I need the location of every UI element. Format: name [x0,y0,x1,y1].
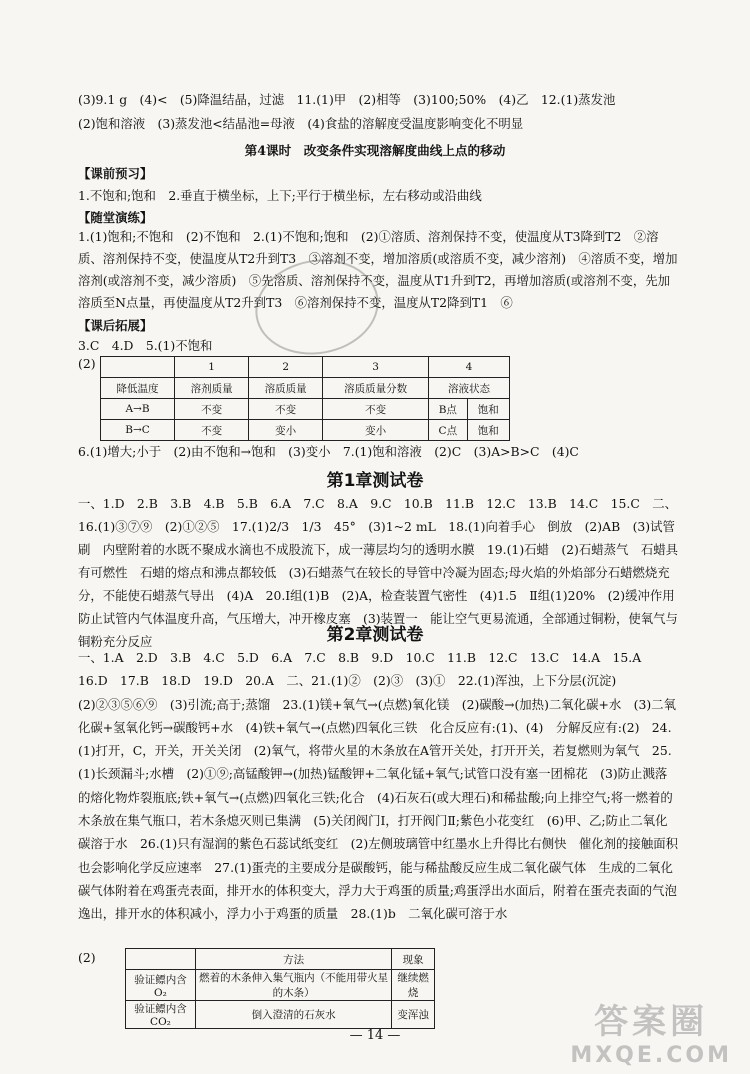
table-solubility [100,356,510,441]
table-cell: 2 [249,357,323,378]
extension-answers-2: 6.(1)增大;小于 (2)由不饱和→饱和 (3)变小 7.(1)饱和溶液 (2)C (3)A>B>C (4)C [78,444,579,459]
table-verification [125,948,435,1029]
table-cell: 燃着的木条伸入集气瓶内（不能用带火星的木条） [195,970,391,1001]
table-cell: 变浑浊 [392,1001,435,1029]
chapter1-answers: 一、1.D 2.B 3.B 4.B 5.B 6.A 7.C 8.A 9.C 10.B 11.B 12.C 13.B 14.C 15.C 二、16.(1)③⑦⑨ (2)①②⑤ 17.(1)2/3 1/3 45° (3)1~2 mL 18.(1)向着手心 倒放 (2)AB (3)试管刷 内壁附着的水既不聚成水滴也不成股流下，成一薄层均匀的透明水膜 19.(1)石蜡 (2)石蜡蒸气 石蜡具有可燃性 石蜡的熔点和沸点都较低 (3)石蜡蒸气在较长的导管中冷凝为固态;母火焰的外焰部分石蜡燃烧充分，不能使石蜡蒸气导出 (4)A 20.I组(1)B (2)A，检查装置气密性 (4)1.5 Ⅱ组(1)20% (2)缓冲作用 防止试管内气体温度升高，气压增大，冲开橡皮塞 (3)装置一 能让空气更易流通，全部通过铜粉，使氧气与铜粉充分反应 [78,496,688,649]
table-cell: 方法 [195,949,391,970]
answer-line-1: (3)9.1 g (4)< (5)降温结晶，过滤 11.(1)甲 (2)相等 (3)100;50% (4)乙 12.(1)蒸发池 [78,92,616,107]
table-row [101,378,510,399]
page-number: — 14 — [349,1028,401,1043]
table-row [126,1001,435,1029]
table-row [126,970,435,1001]
table-cell: 不变 [249,399,323,420]
table-cell: 饱和 [467,420,509,441]
table-cell: 继续燃烧 [392,970,435,1001]
section-drill-label: 【随堂演练】 [78,210,153,225]
drill-answers: 1.(1)饱和;不饱和 (2)不饱和 2.(1)不饱和;饱和 (2)①溶质、溶剂保持不变，使温度从T3降到T2 ②溶质、溶剂保持不变，使温度从T2升到T3 ③溶剂不变，增加溶质(或溶质不变，减少溶剂) ④溶质不变，增加溶剂(或溶剂不变，减少溶质) ⑤先溶质、溶剂保持不变，温度从T1升到T2，再增加溶质(或溶剂不变，先加溶质至N点量，再使温度从T2升到T3 ⑥溶剂保持不变，温度从T2降到T1 ⑥ [78,229,678,310]
table-cell: 不变 [175,420,249,441]
chapter2-answers: 一、1.A 2.D 3.B 4.C 5.D 6.A 7.C 8.B 9.D 10.C 11.B 12.C 13.C 14.A 15.A 16.D 17.B 18.D 19.D 20.A 二、21.(1)② (2)③ (3)① 22.(1)浑浊，上下分层(沉淀) (2)②③⑤⑥⑨ (3)引流;高于;蒸馏 23.(1)镁+氧气→(点燃)氧化镁 (2)碳酸→(加热)二氧化碳+水 (3)二氧化碳+氢氧化钙→碳酸钙+水 (4)铁+氧气→(点燃)四氧化三铁 化合反应有:(1)、(4) 分解反应有:(2) 24.(1)打开，C，开关，开关关闭 (2)氧气，将带火星的木条放在A管开关处，打开开关，若复燃则为氧气 25.(1)长颈漏斗;水槽 (2)①⑨;高锰酸钾→(加热)锰酸钾+二氧化锰+氧气;试管口没有塞一团棉花 (3)防止溅落的熔化物炸裂瓶底;铁+氧气→(点燃)四氧化三铁;化合 (4)石灰石(或大理石)和稀盐酸;向上排空气;将一燃着的木条放在集气瓶口，若木条熄灭则已集满 (5)关闭阀门Ⅰ，打开阀门Ⅱ;紫色小花变红 (6)甲、乙;防止二氧化碳溶于水 26.(1)只有湿润的紫色石蕊试纸变红 (2)左侧玻璃管中红墨水上升得比右侧快 催化剂的接触面积也会影响化学反应速率 27.(1)蛋壳的主要成分是碳酸钙，能与稀盐酸反应生成二氧化碳气体 生成的二氧化碳气体附着在鸡蛋壳表面，排开水的体积变大，浮力大于鸡蛋的质量;鸡蛋浮出水面后，附着在蛋壳表面的气泡逸出，排开水的体积减小，浮力小于鸡蛋的质量 28.(1)b 二氧化碳可溶于水 [78,650,678,922]
table-cell: 溶质质量 [249,378,323,399]
table-cell: 降低温度 [101,378,175,399]
table-cell: 溶剂质量 [175,378,249,399]
table-row [101,357,510,378]
table-cell: B→C [101,420,175,441]
table-cell [101,357,175,378]
table1-prefix: (2) [78,356,96,371]
table2-prefix: (2) [78,950,96,965]
table-cell: 倒入澄清的石灰水 [195,1001,391,1029]
table-cell: 验证鳔内含CO₂ [126,1001,196,1029]
answer-line-2: (2)饱和溶液 (3)蒸发池<结晶池=母液 (4)食盐的溶解度受温度影响变化不明显 [78,116,524,131]
table-cell [126,949,196,970]
preview-answers: 1.不饱和;饱和 2.垂直于横坐标，上下;平行于横坐标，左右移动或沿曲线 [78,188,482,203]
table-cell: 1 [175,357,249,378]
table-row [101,399,510,420]
table-cell: 不变 [175,399,249,420]
table-row [101,420,510,441]
table-cell: 溶质质量分数 [323,378,429,399]
table-cell: 溶液状态 [429,378,510,399]
table-cell: 4 [429,357,510,378]
chapter1-title: 第1章测试卷 [326,471,424,491]
table-cell: 变小 [323,420,429,441]
table-cell: C点 [429,420,468,441]
table-cell: 变小 [249,420,323,441]
table-cell: 现象 [392,949,435,970]
section-extension-label: 【课后拓展】 [78,318,153,333]
table-cell: 3 [323,357,429,378]
table-cell: A→B [101,399,175,420]
table-cell: 验证鳔内含O₂ [126,970,196,1001]
table-cell: B点 [429,399,468,420]
lesson-title: 第4课时 改变条件实现溶解度曲线上点的移动 [244,143,506,158]
table-cell: 饱和 [467,399,509,420]
watermark-text: 答案圈 [594,1002,709,1042]
watermark-url: MXQE.COM [570,1043,732,1068]
chapter2-title: 第2章测试卷 [326,625,424,645]
table-row [126,949,435,970]
table-cell: 不变 [323,399,429,420]
extension-answers-1: 3.C 4.D 5.(1)不饱和 [78,338,213,353]
section-preview-label: 【课前预习】 [78,166,153,181]
watermark-logo [570,994,732,1068]
